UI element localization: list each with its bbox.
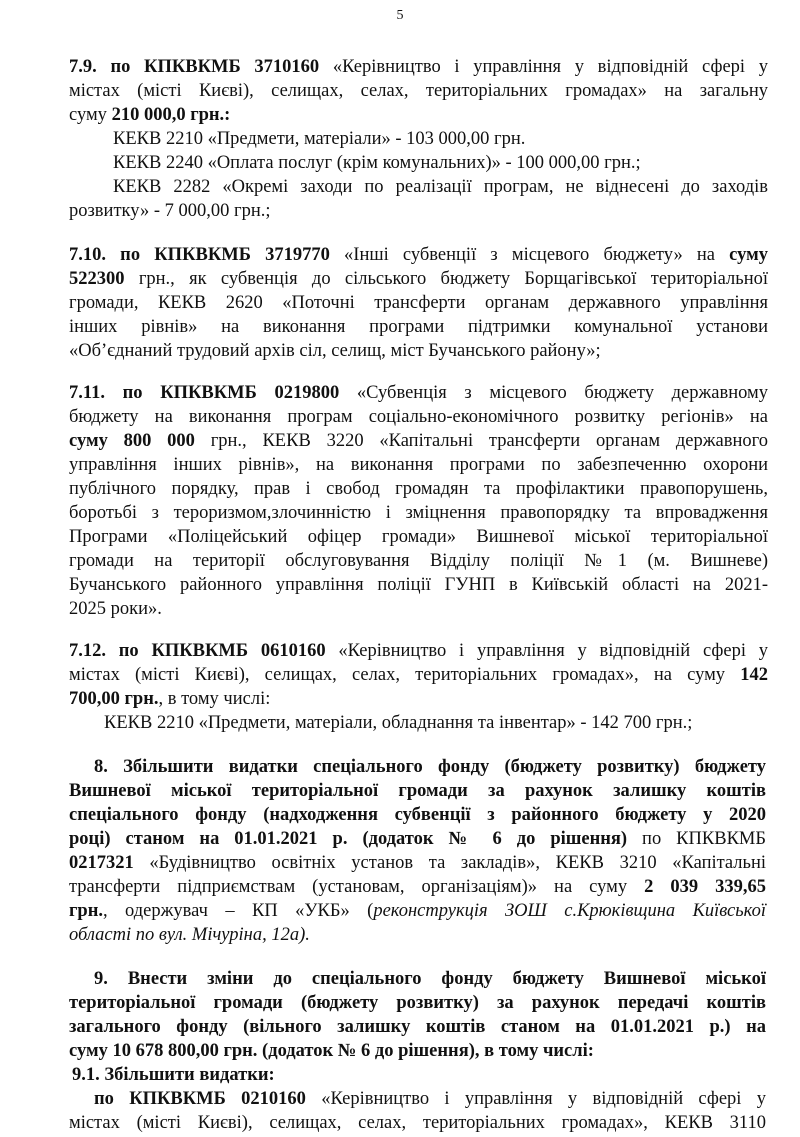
section-7-11-line-10: 2025 роки». — [69, 599, 162, 619]
section-7-11-line-3: суму 800 000 грн., КЕКВ 3220 «Капітальні трансферти органам державного — [69, 431, 768, 451]
section-7-11-line-9: Бучанського районного управління поліції ГУНП в Київській області на 2021- — [69, 575, 768, 595]
section-8-line-3: спеціального фонду (надходження субвенції з районного бюджету у 2020 — [69, 805, 766, 825]
page-number: 5 — [396, 8, 404, 23]
section-7-9-line-1: 7.9. по КПКВКМБ 3710160 «Керівництво і управління у відповідній сфері у — [69, 57, 768, 77]
section-8-line-7: грн., одержувач – КП «УКБ» (реконструкція ЗОШ с.Крюківщина Київської — [69, 901, 766, 921]
section-8-line-6: трансферти підприємствам (установам, організаціям)» на суму 2 039 339,65 — [69, 877, 766, 897]
section-7-12-kekv-2210: КЕКВ 2210 «Предмети, матеріали, обладнання та інвентар» - 142 700 грн.; — [104, 713, 693, 733]
section-9-1-line-2: містах (місті Києві), селищах, селах, територіальних громадах», КЕКВ 3110 — [69, 1113, 766, 1133]
section-7-11-line-2: бюджету на виконання програм соціально-економічного розвитку регіонів» на — [69, 407, 768, 427]
section-9-line-4: суму 10 678 800,00 грн. (додаток № 6 до рішення), в тому числі: — [69, 1041, 594, 1061]
section-7-10-line-4: інших рівнів» на виконання програми підтримки комунальної установи — [69, 317, 768, 337]
section-7-12-line-3: 700,00 грн., в тому числі: — [69, 689, 271, 709]
section-7-9-kekv-2210: КЕКВ 2210 «Предмети, матеріали» - 103 000,00 грн. — [113, 129, 526, 149]
section-7-10-line-3: громади, КЕКВ 2620 «Поточні трансферти органам державного управління — [69, 293, 768, 313]
section-8-line-4: році) станом на 01.01.2021 р. (додаток № 6 до рішення) по КПКВКМБ — [69, 829, 766, 849]
section-7-11-line-1: 7.11. по КПКВКМБ 0219800 «Субвенція з місцевого бюджету державному — [69, 383, 768, 403]
section-7-9-kekv-2282-cont: розвитку» - 7 000,00 грн.; — [69, 201, 271, 221]
section-7-9-kekv-2282: КЕКВ 2282 «Окремі заходи по реалізації програм, не віднесені до заходів — [113, 177, 768, 197]
section-8-line-5: 0217321 «Будівництво освітніх установ та закладів», КЕКВ 3210 «Капітальні — [69, 853, 766, 873]
section-8-line-2: Вишневої міської територіальної громади за рахунок залишку коштів — [69, 781, 766, 801]
section-9-1-heading: 9.1. Збільшити видатки: — [72, 1065, 275, 1085]
section-7-11-line-5: публічного порядку, прав і свобод громадян та профілактики правопорушень, — [69, 479, 768, 499]
section-7-9-line-2: містах (місті Києві), селищах, селах, територіальних громадах» на загальну — [69, 81, 768, 101]
section-7-11-line-8: громади на території обслуговування Відділу поліції №1 (м. Вишневе) — [69, 551, 768, 571]
section-9-line-3: загального фонду (вільного залишку коштів станом на 01.01.2021 р.) на — [69, 1017, 766, 1037]
section-7-10-line-1: 7.10. по КПКВКМБ 3719770 «Інші субвенції з місцевого бюджету» на суму — [69, 245, 768, 265]
section-7-9-line-3: суму 210 000,0 грн.: — [69, 105, 231, 125]
section-7-11-line-7: Програми «Поліцейський офіцер громади» Вишневої міської територіальної — [69, 527, 768, 547]
section-9-1-line-1: по КПКВКМБ 0210160 «Керівництво і управління у відповідній сфері у — [94, 1089, 766, 1109]
section-8-line-8: області по вул. Мічуріна, 12а). — [69, 925, 310, 945]
section-7-10-line-5: «Об’єднаний трудовий архів сіл, селищ, міст Бучанського району»; — [69, 341, 601, 361]
section-9-line-1: 9. Внести зміни до спеціального фонду бюджету Вишневої міської — [94, 969, 766, 989]
section-9-line-2: територіальної громади (бюджету розвитку) за рахунок передачі коштів — [69, 993, 766, 1013]
section-7-10-line-2: 522300 грн., як субвенція до сільського бюджету Борщагівської територіальної — [69, 269, 768, 289]
section-8-line-1: 8. Збільшити видатки спеціального фонду (бюджету розвитку) бюджету — [94, 757, 766, 777]
section-7-11-line-4: управління інших рівнів», на виконання програми по забезпеченню охорони — [69, 455, 768, 475]
section-7-12-line-2: містах (місті Києві), селищах, селах, територіальних громадах», на суму 142 — [69, 665, 768, 685]
section-7-9-kekv-2240: КЕКВ 2240 «Оплата послуг (крім комунальних)» - 100 000,00 грн.; — [113, 153, 641, 173]
section-7-11-line-6: боротьбі з тероризмом,злочинністю і зміцнення правопорядку та впровадження — [69, 503, 768, 523]
section-7-12-line-1: 7.12. по КПКВКМБ 0610160 «Керівництво і управління у відповідній сфері у — [69, 641, 769, 661]
